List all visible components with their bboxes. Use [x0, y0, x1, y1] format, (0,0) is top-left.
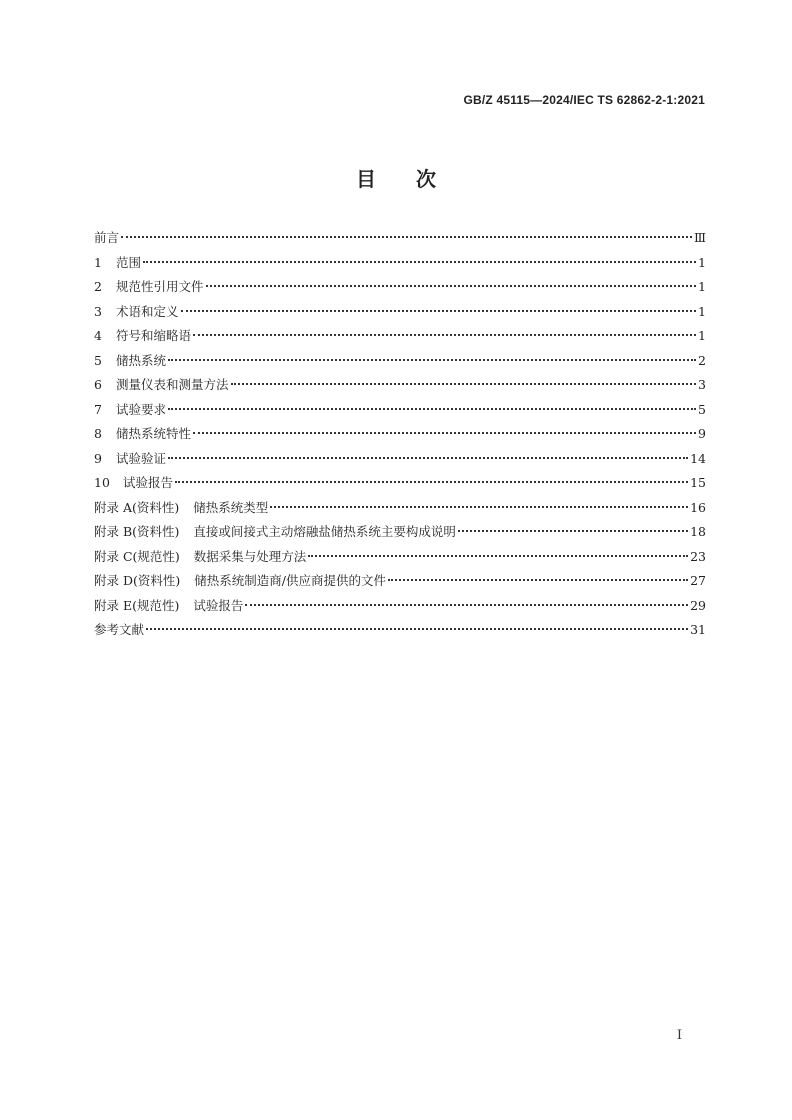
- toc-entry-8[interactable]: [94, 422, 706, 447]
- toc-entry-appendix-a[interactable]: [94, 496, 706, 521]
- toc-entry-label: 储热系统制造商/供应商提供的文件: [194, 573, 386, 588]
- toc-entry-page: 1: [698, 254, 706, 270]
- toc-entry-page: 14: [690, 450, 706, 466]
- toc-entry-page: 2: [698, 352, 706, 368]
- toc-entry-number: 2: [94, 279, 102, 294]
- toc-entry-6[interactable]: [94, 373, 706, 398]
- toc-dot-leader: [388, 579, 688, 581]
- toc-entry-1[interactable]: [94, 251, 706, 276]
- toc-entry-appendix-b[interactable]: [94, 520, 706, 545]
- toc-entry-3[interactable]: [94, 300, 706, 325]
- toc-entry-label: 直接或间接式主动熔融盐储热系统主要构成说明: [193, 524, 456, 539]
- toc-entry-label: 储热系统类型: [193, 499, 269, 515]
- toc-dot-leader: [168, 457, 688, 459]
- toc-entry-appendix-c[interactable]: [94, 545, 706, 570]
- toc-entry-page: 15: [690, 475, 706, 490]
- toc-entry-label: 试验报告: [193, 597, 244, 613]
- toc-dot-leader: [121, 236, 692, 238]
- standard-number: GB/Z 45115—2024/IEC TS 62862-2-1:2021: [463, 93, 705, 107]
- page-title-char-1: 目: [356, 167, 376, 191]
- toc-entry-7[interactable]: [94, 398, 706, 423]
- toc-entry-label: 储热系统特性: [116, 426, 192, 441]
- toc-entry-number: 附录 E(规范性): [94, 597, 180, 613]
- toc-entry-number: 6: [94, 377, 102, 392]
- toc-entry-foreword[interactable]: [94, 226, 706, 251]
- toc-entry-2[interactable]: [94, 275, 706, 300]
- toc-entry-page: Ⅲ: [693, 230, 706, 245]
- toc-entry-page: 1: [698, 279, 706, 294]
- toc-entry-label: 数据采集与处理方法: [193, 548, 307, 564]
- table-of-contents: [94, 226, 706, 643]
- toc-dot-leader: [168, 408, 696, 410]
- toc-dot-leader: [181, 310, 697, 312]
- toc-entry-number: 附录 A(资料性): [94, 499, 180, 515]
- toc-entry-page: 9: [698, 426, 706, 441]
- toc-dot-leader: [308, 555, 688, 557]
- toc-entry-appendix-e[interactable]: [94, 594, 706, 619]
- toc-entry-number: 10: [94, 475, 110, 490]
- toc-dot-leader: [143, 261, 696, 263]
- toc-entry-5[interactable]: [94, 349, 706, 374]
- toc-entry-label: 符号和缩略语: [116, 328, 192, 343]
- toc-dot-leader: [270, 506, 688, 508]
- toc-entry-number: 3: [94, 303, 102, 319]
- toc-entry-number: 4: [94, 328, 102, 343]
- toc-entry-bibliography[interactable]: [94, 618, 706, 643]
- toc-entry-page: 3: [698, 377, 706, 392]
- toc-entry-label: 试验报告: [123, 475, 174, 490]
- toc-entry-number: 附录 B(资料性): [94, 524, 180, 539]
- toc-entry-page: 29: [690, 597, 706, 613]
- toc-entry-label: 术语和定义: [116, 303, 179, 319]
- toc-entry-label: 参考文献: [94, 622, 145, 637]
- toc-entry-page: 27: [690, 573, 706, 588]
- toc-dot-leader: [168, 359, 696, 361]
- toc-entry-label: 前言: [94, 230, 120, 245]
- toc-entry-label: 试验要求: [116, 401, 167, 417]
- toc-entry-10[interactable]: [94, 471, 706, 496]
- toc-entry-page: 1: [698, 328, 706, 343]
- toc-entry-9[interactable]: [94, 447, 706, 472]
- toc-entry-page: 1: [698, 303, 706, 319]
- toc-dot-leader: [206, 285, 697, 287]
- toc-dot-leader: [458, 530, 688, 532]
- toc-dot-leader: [231, 383, 697, 385]
- toc-entry-page: 23: [690, 548, 706, 564]
- toc-dot-leader: [193, 334, 696, 336]
- toc-dot-leader: [146, 628, 688, 630]
- toc-entry-number: 5: [94, 352, 102, 368]
- page-number: I: [676, 1028, 682, 1043]
- toc-entry-number: 9: [94, 450, 102, 466]
- toc-entry-page: 31: [690, 622, 706, 637]
- toc-entry-page: 5: [698, 401, 706, 417]
- toc-entry-label: 储热系统: [116, 352, 167, 368]
- toc-entry-number: 附录 D(资料性): [94, 573, 181, 588]
- toc-dot-leader: [175, 481, 688, 483]
- toc-entry-label: 试验验证: [116, 450, 167, 466]
- page-title-char-2: 次: [416, 167, 436, 191]
- toc-dot-leader: [245, 604, 688, 606]
- toc-entry-page: 18: [690, 524, 706, 539]
- toc-entry-appendix-d[interactable]: [94, 569, 706, 594]
- toc-entry-number: 1: [94, 254, 102, 270]
- toc-entry-4[interactable]: [94, 324, 706, 349]
- toc-entry-number: 8: [94, 426, 102, 441]
- toc-entry-label: 范围: [116, 254, 142, 270]
- toc-dot-leader: [193, 432, 696, 434]
- toc-entry-page: 16: [690, 499, 706, 515]
- toc-entry-number: 附录 C(规范性): [94, 548, 180, 564]
- page-title: [0, 163, 792, 192]
- toc-entry-label: 测量仪表和测量方法: [116, 377, 229, 392]
- toc-entry-label: 规范性引用文件: [116, 279, 204, 294]
- toc-entry-number: 7: [94, 401, 102, 417]
